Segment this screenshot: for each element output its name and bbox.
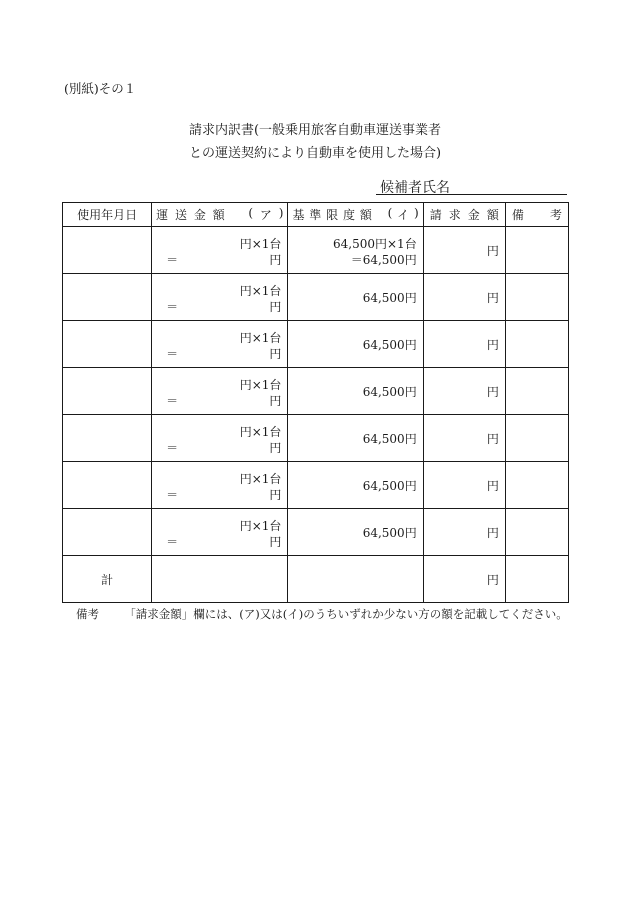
header-date [63, 203, 152, 227]
table-row [63, 321, 569, 368]
transport-yen: 円 [269, 535, 282, 549]
equals-sign: ＝ [166, 394, 179, 408]
transport-yen: 円 [269, 488, 282, 502]
limit-amount: 64,500円 [362, 479, 417, 493]
footnote-text: 「請求金額」欄には、(ア)又は(イ)のうちいずれか少ない方の額を記載してください。 [124, 607, 568, 621]
transport-cell[interactable] [152, 321, 288, 368]
header-claim [423, 203, 505, 227]
date-cell[interactable] [63, 368, 152, 415]
date-cell[interactable] [63, 509, 152, 556]
table-row [63, 368, 569, 415]
remarks-cell[interactable] [505, 368, 568, 415]
limit-total: ＝64,500円 [350, 253, 417, 267]
header-claim-char: 額 [486, 208, 499, 222]
header-transport-char: ア [259, 208, 272, 222]
limit-per-vehicle: 64,500円×1台 [333, 237, 417, 251]
transport-cell[interactable] [152, 509, 288, 556]
limit-amount: 64,500円 [362, 338, 417, 352]
header-limit-char: 限 [326, 208, 339, 222]
claim-cell[interactable] [423, 509, 505, 556]
limit-cell [288, 321, 423, 368]
total-label: 計 [63, 556, 152, 603]
transport-cell[interactable] [152, 368, 288, 415]
header-transport-char: ) [278, 206, 284, 220]
limit-amount: 64,500円 [362, 291, 417, 305]
remarks-cell[interactable] [505, 321, 568, 368]
remarks-cell[interactable] [505, 415, 568, 462]
header-claim-char: 金 [467, 208, 480, 222]
transport-per-vehicle: 円×1台 [239, 378, 282, 392]
date-cell[interactable] [63, 227, 152, 274]
date-cell[interactable] [63, 321, 152, 368]
date-cell[interactable] [63, 274, 152, 321]
transport-cell[interactable] [152, 274, 288, 321]
limit-amount: 64,500円 [362, 385, 417, 399]
header-limit-char: 額 [359, 208, 372, 222]
candidate-name-field[interactable] [376, 177, 567, 195]
transport-per-vehicle: 円×1台 [239, 425, 282, 439]
claim-cell[interactable] [423, 274, 505, 321]
claim-cell[interactable] [423, 368, 505, 415]
table-row [63, 415, 569, 462]
annex-label: (別紙)その１ [64, 81, 137, 96]
footnote-label: 備考 [76, 607, 99, 621]
header-remarks [505, 203, 568, 227]
footnote [76, 606, 568, 622]
header-limit [288, 203, 423, 227]
document-title-line2: との運送契約により自動車を使用した場合) [188, 146, 442, 161]
claim-cell[interactable] [423, 227, 505, 274]
limit-amount: 64,500円 [362, 432, 417, 446]
header-row [63, 203, 569, 227]
transport-per-vehicle: 円×1台 [239, 237, 282, 251]
document-title-line1: 請求内訳書(一般乗用旅客自動車運送事業者 [188, 123, 442, 138]
total-transport-cell [152, 556, 288, 603]
limit-cell [288, 462, 423, 509]
remarks-cell[interactable] [505, 274, 568, 321]
header-limit-char: 基 [292, 208, 305, 222]
header-date-text: 使用年月日 [77, 208, 138, 222]
claim-yen: 円 [486, 291, 499, 305]
transport-per-vehicle: 円×1台 [239, 284, 282, 298]
header-limit-char: 度 [343, 208, 356, 222]
candidate-name-label: 候補者氏名 [380, 180, 450, 196]
total-limit-cell [288, 556, 423, 603]
limit-amount: 64,500円 [362, 526, 417, 540]
claim-yen: 円 [486, 479, 499, 493]
header-limit-char: ( [387, 206, 393, 220]
limit-cell [288, 509, 423, 556]
total-claim-cell[interactable] [423, 556, 505, 603]
header-transport-char: 額 [212, 208, 225, 222]
header-transport-char: ( [248, 206, 254, 220]
date-cell[interactable] [63, 462, 152, 509]
total-remarks-cell [505, 556, 568, 603]
limit-cell [288, 227, 423, 274]
table-row [63, 462, 569, 509]
remarks-cell[interactable] [505, 462, 568, 509]
claim-cell[interactable] [423, 321, 505, 368]
equals-sign: ＝ [166, 300, 179, 314]
table-row [63, 274, 569, 321]
header-remarks-char: 備 [511, 208, 524, 222]
limit-cell [288, 415, 423, 462]
header-transport-char: 運 [156, 208, 169, 222]
claim-yen: 円 [486, 526, 499, 540]
transport-cell[interactable] [152, 415, 288, 462]
remarks-cell[interactable] [505, 509, 568, 556]
claim-yen: 円 [486, 338, 499, 352]
transport-yen: 円 [269, 394, 282, 408]
equals-sign: ＝ [166, 535, 179, 549]
transport-cell[interactable] [152, 462, 288, 509]
limit-cell [288, 368, 423, 415]
header-limit-char: ) [413, 206, 419, 220]
limit-cell [288, 274, 423, 321]
table-row [63, 227, 569, 274]
transport-yen: 円 [269, 347, 282, 361]
claim-cell[interactable] [423, 415, 505, 462]
claim-cell[interactable] [423, 462, 505, 509]
transport-cell[interactable] [152, 227, 288, 274]
header-transport [152, 203, 288, 227]
transport-yen: 円 [269, 300, 282, 314]
equals-sign: ＝ [166, 253, 179, 267]
table-row [63, 509, 569, 556]
header-limit-char: イ [397, 208, 410, 222]
header-remarks-char: 考 [549, 208, 562, 222]
date-cell[interactable] [63, 415, 152, 462]
header-transport-char: 送 [175, 208, 188, 222]
transport-per-vehicle: 円×1台 [239, 519, 282, 533]
claim-breakdown-table [62, 202, 569, 603]
transport-per-vehicle: 円×1台 [239, 472, 282, 486]
transport-yen: 円 [269, 253, 282, 267]
header-claim-char: 請 [429, 208, 442, 222]
claim-yen: 円 [486, 244, 499, 258]
header-claim-char: 求 [448, 208, 461, 222]
equals-sign: ＝ [166, 488, 179, 502]
header-transport-char: 金 [193, 208, 206, 222]
header-limit-char: 準 [309, 208, 322, 222]
transport-yen: 円 [269, 441, 282, 455]
equals-sign: ＝ [166, 441, 179, 455]
total-row [63, 556, 569, 603]
transport-per-vehicle: 円×1台 [239, 331, 282, 345]
remarks-cell[interactable] [505, 227, 568, 274]
equals-sign: ＝ [166, 347, 179, 361]
claim-yen: 円 [486, 385, 499, 399]
claim-yen: 円 [486, 432, 499, 446]
total-claim-yen: 円 [486, 573, 499, 587]
